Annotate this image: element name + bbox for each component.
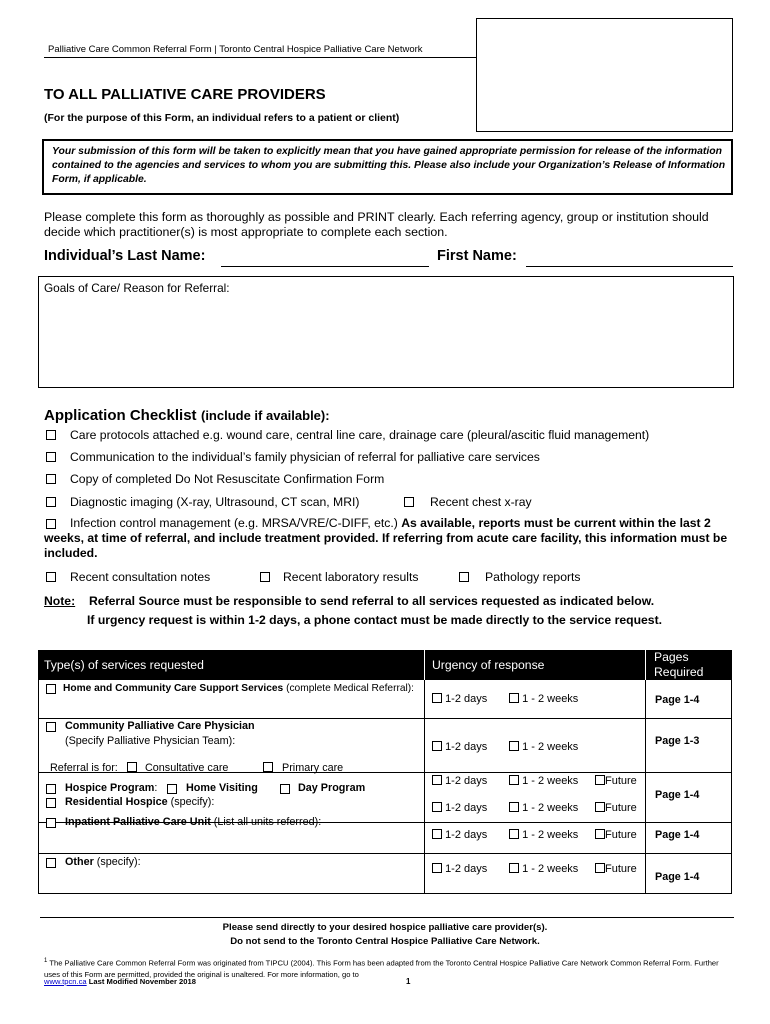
checklist-item: Recent laboratory results [283, 570, 419, 584]
checklist-item: Copy of completed Do Not Resuscitate Confirmation Form [70, 472, 385, 486]
urgency-physician-weeks [509, 741, 578, 753]
other-title: Other [65, 856, 94, 868]
hospice-program-label: Hospice Program: [65, 782, 158, 794]
other-label [65, 856, 141, 868]
header-divider [645, 650, 646, 680]
inpatient-title: Inpatient Palliative Care Unit [65, 816, 211, 828]
urgency-days-label: 1-2 days [445, 741, 488, 753]
other-note: (specify): [96, 856, 141, 868]
inpatient-note: (List all units referred): [213, 816, 322, 828]
checkbox-diagnostic-imaging[interactable] [46, 497, 56, 507]
day-program-label: Day Program [298, 782, 366, 794]
page-subtitle: (For the purpose of this Form, an individual refers to a patient or client) [44, 112, 400, 124]
checkbox-lab-results[interactable] [260, 572, 270, 582]
urgency-days-checkbox[interactable] [432, 741, 442, 751]
urgency-future-checkbox[interactable] [595, 802, 605, 812]
note-line-2: If urgency request is within 1-2 days, a phone contact must be made directly to the service request. [87, 613, 663, 627]
row-divider [38, 718, 732, 719]
urgency-inpatient-weeks [509, 829, 578, 841]
physician-title: Community Palliative Care Physician [65, 720, 255, 732]
header-banner-text: Palliative Care Common Referral Form | Toronto Central Hospice Palliative Care Network [48, 44, 423, 55]
footer-line-2: Do not send to the Toronto Central Hospice Palliative Care Network. [230, 936, 540, 947]
footnote-text [44, 956, 728, 980]
urgency-residential-weeks [509, 802, 578, 814]
urgency-home-weeks [509, 693, 578, 705]
urgency-inpatient [432, 829, 487, 841]
last-name-field[interactable] [221, 266, 429, 267]
primary-label: Primary care [282, 762, 344, 774]
note-line-1: Referral Source must be responsible to send referral to all services requested as indicated below. [89, 594, 655, 608]
urgency-weeks-label: 1 - 2 weeks [522, 775, 579, 787]
checkbox-physician[interactable] [46, 722, 56, 732]
urgency-weeks-label: 1 - 2 weeks [522, 802, 579, 814]
footer-divider [40, 917, 734, 918]
checkbox-day-program[interactable] [280, 784, 290, 794]
urgency-future-label: Future [605, 775, 637, 787]
urgency-inpatient-future [595, 829, 637, 841]
urgency-days-label: 1-2 days [445, 775, 488, 787]
inpatient-label [65, 816, 321, 828]
urgency-other-weeks [509, 863, 578, 875]
checklist-heading [44, 407, 330, 425]
last-name-label: Individual’s Last Name: [44, 248, 206, 264]
urgency-other [432, 863, 487, 875]
label-box[interactable] [476, 18, 733, 132]
checkbox-other[interactable] [46, 858, 56, 868]
home-care-service [44, 682, 419, 695]
checklist-heading-title: Application Checklist [44, 407, 197, 424]
physician-note: (Specify Palliative Physician Team): [65, 735, 236, 747]
inpatient-pages: Page 1-4 [655, 829, 700, 841]
footnote-body: The Palliative Care Common Referral Form was originated from TIPCU (2004). This Form has been adapted from the Toronto Central Hospice Palliative Care Network Common Referral Form. Further uses of this Form are permitted, provided the original is unaltered. For more information, go to [44, 958, 719, 979]
urgency-future-label: Future [605, 829, 637, 841]
residential-note: (specify): [170, 796, 215, 808]
checkbox-dnr-form[interactable] [46, 474, 56, 484]
urgency-days-label: 1-2 days [445, 863, 488, 875]
row-divider [38, 772, 732, 773]
hospice-program-title: Hospice Program [65, 782, 155, 794]
urgency-days-checkbox[interactable] [432, 863, 442, 873]
urgency-days-checkbox[interactable] [432, 802, 442, 812]
first-name-label: First Name: [437, 248, 517, 264]
residential-label [65, 796, 214, 808]
urgency-weeks-checkbox[interactable] [509, 775, 519, 785]
consultative-label: Consultative care [145, 762, 229, 774]
urgency-hospice-future [595, 775, 637, 787]
urgency-future-checkbox[interactable] [595, 829, 605, 839]
checkbox-hospice-program[interactable] [46, 784, 56, 794]
checklist-item: Recent consultation notes [70, 570, 211, 584]
footer-bottom [44, 977, 196, 986]
checkbox-residential-hospice[interactable] [46, 798, 56, 808]
urgency-weeks-label: 1 - 2 weeks [522, 863, 579, 875]
header-type: Type(s) of services requested [44, 658, 204, 672]
urgency-weeks-label: 1 - 2 weeks [522, 741, 579, 753]
checkbox-pathology[interactable] [459, 572, 469, 582]
reports-requirement: As available, reports must be current within the last 2 weeks, at time of referral, and include treatment provided. If referring from acute care facility, this information must be included. [44, 516, 728, 560]
home-care-title: Home and Community Care Support Services [63, 683, 284, 694]
home-care-note: (complete Medical Referral): [286, 683, 415, 694]
page-title: TO ALL PALLIATIVE CARE PROVIDERS [44, 86, 326, 103]
checklist-item: Recent chest x-ray [430, 495, 532, 509]
urgency-days-checkbox[interactable] [432, 775, 442, 785]
first-name-field[interactable] [526, 266, 733, 267]
urgency-days-label: 1-2 days [445, 802, 488, 814]
checklist-item: Infection control management (e.g. MRSA/VRE/C-DIFF, etc.) [70, 516, 398, 530]
urgency-weeks-checkbox[interactable] [509, 863, 519, 873]
header-divider [424, 650, 425, 680]
header-pages: Pages Required [654, 650, 704, 679]
urgency-weeks-label: 1 - 2 weeks [522, 829, 579, 841]
footer-link[interactable]: www.tpcn.ca [44, 977, 87, 986]
physician-pages: Page 1-3 [655, 735, 700, 747]
checkbox-consultative-care[interactable] [127, 762, 137, 772]
consent-notice-text: Your submission of this form will be taken to explicitly mean that you have gained appropriate permission for release of the information contained to the agencies and services to whom you are submitting this. Please also include your Organization’s Release of Information Form, if applicable. [52, 146, 726, 185]
checkbox-inpatient-unit[interactable] [46, 818, 56, 828]
checkbox-consultation-notes[interactable] [46, 572, 56, 582]
other-pages: Page 1-4 [655, 871, 700, 883]
urgency-future-label: Future [605, 802, 637, 814]
checklist-item: Communication to the individual’s family physician of referral for palliative care services [70, 450, 540, 464]
residential-title: Residential Hospice [65, 796, 168, 808]
urgency-days-label: 1-2 days [445, 829, 488, 841]
checkbox-home-visiting[interactable] [167, 784, 177, 794]
urgency-physician [432, 741, 487, 753]
urgency-weeks-checkbox[interactable] [509, 693, 519, 703]
urgency-hospice [432, 775, 487, 787]
infection-control-item [44, 516, 734, 561]
urgency-home [432, 693, 487, 705]
urgency-future-checkbox[interactable] [595, 775, 605, 785]
col-divider [645, 680, 646, 894]
urgency-days-label: 1-2 days [445, 693, 488, 705]
last-modified: Last Modified November 2018 [88, 977, 196, 986]
checklist-heading-suffix: (include if available): [200, 408, 330, 423]
home-care-pages: Page 1-4 [655, 694, 700, 706]
urgency-future-checkbox[interactable] [595, 863, 605, 873]
goals-label: Goals of Care/ Reason for Referral: [44, 281, 230, 295]
urgency-weeks-checkbox[interactable] [509, 829, 519, 839]
checkbox-chest-xray[interactable] [404, 497, 414, 507]
urgency-other-future [595, 863, 637, 875]
urgency-residential-future [595, 802, 637, 814]
header-urgency: Urgency of response [432, 658, 545, 672]
row-divider [38, 853, 732, 854]
checkbox-care-protocols[interactable] [46, 430, 56, 440]
col-divider [424, 680, 425, 894]
note-label: Note: [44, 594, 76, 608]
urgency-future-label: Future [605, 863, 637, 875]
urgency-residential [432, 802, 487, 814]
urgency-days-checkbox[interactable] [432, 829, 442, 839]
checklist-item: Diagnostic imaging (X-ray, Ultrasound, CT scan, MRI) [70, 495, 360, 509]
hospice-pages: Page 1-4 [655, 789, 700, 801]
instructions-text: Please complete this form as thoroughly as possible and PRINT clearly. Each referring agency, group or institution should decide which practitioner(s) is most appropriate to complete each section. [44, 210, 709, 239]
checkbox-family-physician[interactable] [46, 452, 56, 462]
footer-line-1: Please send directly to your desired hospice palliative care provider(s). [222, 922, 548, 933]
page-number: 1 [406, 977, 411, 986]
urgency-weeks-label: 1 - 2 weeks [522, 693, 579, 705]
urgency-weeks-checkbox[interactable] [509, 802, 519, 812]
home-visiting-label: Home Visiting [186, 782, 258, 794]
referral-for-label: Referral is for: [50, 762, 118, 774]
urgency-hospice-weeks [509, 775, 578, 787]
footnote-mark: 1 [44, 958, 48, 964]
urgency-weeks-checkbox[interactable] [509, 741, 519, 751]
checkbox-primary-care[interactable] [263, 762, 273, 772]
urgency-days-checkbox[interactable] [432, 693, 442, 703]
checklist-item: Pathology reports [485, 570, 581, 584]
checklist-item: Care protocols attached e.g. wound care, central line care, drainage care (pleural/ascitic fluid management) [70, 428, 650, 442]
